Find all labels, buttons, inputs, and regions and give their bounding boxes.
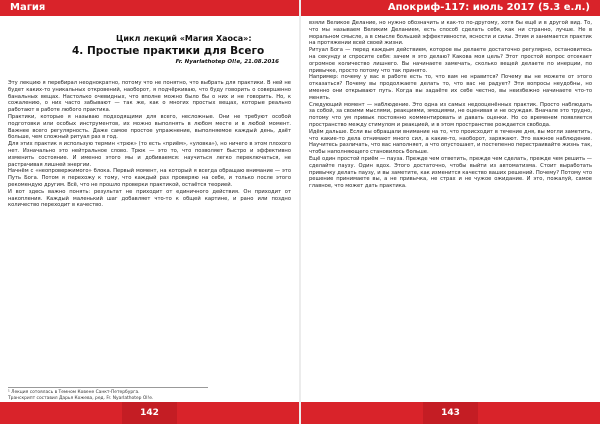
right-header-band bbox=[301, 0, 600, 16]
paragraph: взяли Великое Делание, но нужно обозначить и как-то по-другому, хотя бы ещё и в другой вид. То, что мы называем Великим Деланием, есть способ сделать себя, как ни странно, лучше. Не в моральном смысле, а в смысле большей эффективности, ясности и силы. Этим и занимается практик на протяжении всей своей жизни. bbox=[309, 20, 592, 47]
right-page-number: 143 bbox=[423, 402, 478, 424]
article-heading bbox=[8, 24, 291, 76]
footnote-line: Транскрипт составил Дарья Кожева, ред. Fr. Nyarlathotep Ol!e. bbox=[8, 395, 154, 401]
left-header-band bbox=[0, 0, 299, 16]
footnote bbox=[8, 390, 291, 401]
left-page-number: 142 bbox=[122, 402, 177, 424]
page-gutter bbox=[299, 0, 301, 424]
left-footer-band bbox=[0, 402, 299, 424]
article-author: Fr. Nyarlathotep Ol!e, 21.08.2016 bbox=[175, 59, 279, 65]
right-footer-band bbox=[301, 402, 600, 424]
paragraph: Ритуал Бога — перед каждым действием, которое вы делаете достаточно регулярно, остановитесь на секунду и спросите себя: зачем я это делаю? Какова моя цель? Этот простой вопрос отсекает огромное количество лишнего. Вы начинаете замечать, сколько вещей делаете по инерции, по привычке, просто потому что так принято. bbox=[309, 47, 592, 74]
paragraph: Например: почему у вас в работе есть то, что вам не нравится? Почему вы не можете от этого отказаться? Почему вы продолжаете делать то, что вас не радует? Эти вопросы неудобны, но именно они открывают путь. Когда вы задаёте их себе честно, вы неизбежно начинаете что-то менять. bbox=[309, 74, 592, 101]
paragraph: И вот здесь важно понять: результат не приходит от единичного действия. Он приходит от накопления. Каждый маленький шаг добавляет что-то к общей картине, и рано или поздно количество переходит в качество. bbox=[8, 188, 291, 209]
left-page bbox=[8, 16, 291, 402]
right-page bbox=[309, 16, 592, 402]
section-label: Магия bbox=[10, 2, 46, 13]
paragraph: Практики, которые я называю подходящими для всего, несложные. Они не требуют особой подготовки или особых инструментов, их можно выполнять в любом месте и в любой момент. Важнее всего регулярность. Даже самое простое упражнение, выполняемое каждый день, даёт больше, чем сложный ритуал раз в год. bbox=[8, 113, 291, 141]
paragraph: Идём дальше. Если вы обращали внимание на то, что происходит в течение дня, вы могли заметить, что какие-то дела отнимают много сил, а какие-то, наоборот, заряжают. Это важное наблюдение. Научитесь различать, что вас наполняет, а что опустошает, и постепенно перестраивайте жизнь так, чтобы наполняющего становилось больше. bbox=[309, 128, 592, 156]
lecture-series-kicker: Цикл лекций «Магия Хаоса»: bbox=[116, 34, 252, 43]
paragraph: Начнём с «неопровержимого» блока. Первый момент, на который я всегда обращаю внимание — это Путь Бога. Потом я перехожу к тому, что каждый раз проверяю на себе, и только после этого рекомендую другим. Всё, что не прошло проверки практикой, остаётся теорией. bbox=[8, 168, 291, 188]
footnote-rule bbox=[8, 387, 208, 388]
paragraph: Ещё один простой приём — пауза. Прежде чем ответить, прежде чем сделать, прежде чем решить — сделайте паузу. Один вдох. Этого достаточно, чтобы выйти из автоматизма. Стоит выработать привычку делать паузу, и вы заметите, как изменится качество ваших решений. Почему? Потому что решение принимаете вы, а не привычка, не страх и не чужое ожидание. И это, пожалуй, самое главное, что может дать практика. bbox=[309, 155, 592, 190]
paragraph: Эту лекцию я перебирал неоднократно, потому что не понятно, что выбрать для практики. В ней не будет каких-то уникальных откровений, наоборот, я подчёркиваю, что буду говорить о совершенно банальных вещах. Настолько очевидных, что вполне можно было бы о них и не говорить. Но, к сожалению, о них часто забывают — так же, как о многих простых вещах, которые реально работают в работе любого практика. bbox=[8, 80, 291, 114]
article-title: 4. Простые практики для Всего bbox=[72, 45, 265, 57]
left-page-body bbox=[8, 80, 291, 360]
footnote-line: ¹ Лекция сотоялась в Темном Ковене Санкт-Петербурга. bbox=[8, 390, 140, 395]
paragraph: Следующий момент — наблюдение. Это одна из самых недооценённых практик. Просто наблюдать за собой, за своими мыслями, реакциями, эмоциями, не оценивая и не осуждая. Вначале это трудно, потому что ум привык постоянно комментировать и давать оценки. Но со временем появляется пространство между стимулом и реакцией, и в этом пространстве рождается свобода. bbox=[309, 101, 592, 128]
right-page-body bbox=[309, 20, 592, 398]
issue-label: Апокриф-117: июль 2017 (5.3 е.л.) bbox=[387, 2, 590, 13]
paragraph: Для этих практик я использую термин «трюк» (то есть «приём», «уловка»), но ничего в этом плохого нет. Изначально это нейтральное слово. Трюк — это то, что позволяет быстро и эффективно изменить состояние. И именно этого мы и добиваемся: научиться легко переключаться, не растрачивая лишней энергии. bbox=[8, 141, 291, 168]
